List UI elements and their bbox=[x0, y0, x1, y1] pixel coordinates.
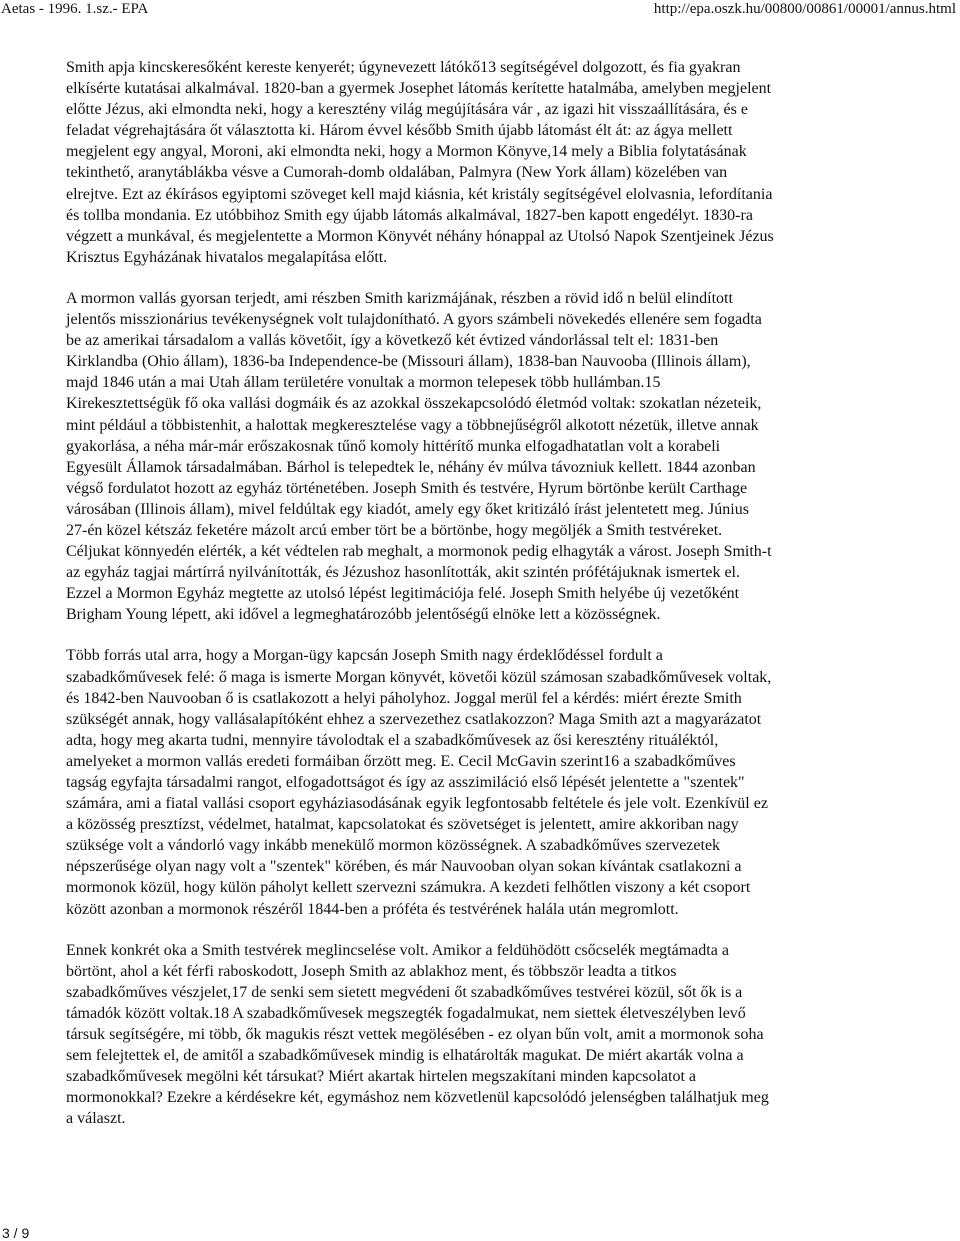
text-line: Brigham Young lépett, aki idővel a legmeghatározóbb jelentőségű elnöke lett a közösségnek. bbox=[66, 606, 661, 624]
text-line: támadók között voltak.18 A szabadkőművesek megszegték fogadalmukat, nem siettek életveszélyben levő bbox=[66, 1004, 746, 1022]
text-line: tekinthető, aranytáblákba vésve a Cumorah-domb oldalában, Palmyra (New York állam) közelében van bbox=[66, 164, 728, 182]
text-line: elkísérte kutatásai alkalmával. 1820-ban a gyermek Josephet látomás kerítette hatalmába, amelyben megjelent bbox=[66, 80, 772, 98]
text-line: Céljukat könnyedén elérték, a két védtelen rab meghalt, a mormonok pedig elhagyták a várost. Joseph Smith-t bbox=[66, 543, 772, 561]
text-line: az egyház tagjai mártírrá nyilvánították, és Jézushoz hasonlították, akit szintén prófétájuknak ismertek el. bbox=[66, 564, 740, 582]
text-line: szüksége volt a vándorló vagy inkább menekülő mormon közösségnek. A szabadkőműves szervezetek bbox=[66, 837, 721, 855]
text-line: Smith apja kincskeresőként kereste kenyerét; úgynevezett látókő13 segítségével dolgozott, és fia gyakran bbox=[66, 59, 741, 76]
paragraph bbox=[66, 57, 900, 268]
header-left-title: Aetas - 1996. 1.sz.- EPA bbox=[1, 1, 149, 17]
text-line: Egyesült Államok társadalmában. Bárhol is telepedtek le, néhány év múlva távozniuk kellett. 1844 azonban bbox=[66, 458, 756, 476]
text-line: sem felejtettek el, de amitől a szabadkőművesek mindig is elhatárolták magukat. De miért akarták volna a bbox=[66, 1047, 744, 1065]
text-line: mint például a többistenhit, a halottak megkeresztelése vagy a többnejűségről alkotott nézetük, illetve annak bbox=[66, 416, 759, 434]
text-line: mormonok közül, hogy külön páholyt kellett szervezni számukra. A kezdeti felhőtlen viszony a két csoport bbox=[66, 879, 751, 897]
text-line: A mormon vallás gyorsan terjedt, ami részben Smith karizmájának, részben a rövid idő n belül elindított bbox=[66, 289, 733, 307]
text-line: Több forrás utal arra, hogy a Morgan-ügy kapcsán Joseph Smith nagy érdeklődéssel fordult a bbox=[66, 647, 663, 665]
text-line: között azonban a mormonok részéről 1844-ben a próféta és testvérének halála után megromlott. bbox=[66, 900, 679, 918]
text-line: mormonokkal? Ezekre a kérdésekre két, egymáshoz nem közvetlenül kapcsolódó jelenségben találhatjuk meg bbox=[66, 1089, 769, 1107]
text-line: szükségét annak, hogy vallásalapítóként ehhez a szervezethez csatlakozzon? Maga Smith azt a magyarázatot bbox=[66, 710, 762, 728]
text-line: 27-én közel kétszáz feketére mázolt arcú ember tört be a börtönbe, hogy megöljék a Smith testvéreket. bbox=[66, 521, 723, 539]
text-line: és tollba mondania. Ez utóbbihoz Smith egy újabb látomás alkalmával, 1827-ben kapott engedélyt. 1830-ra bbox=[66, 206, 753, 224]
text-line: elrejtve. Ezt az ékírásos egyiptomi szöveget kell majd kiásnia, két kristály segítségével elolvasnia, lefordítania bbox=[66, 185, 773, 203]
text-line: szabadkőműves vészjelet,17 de senki sem sietett megvédeni őt szabadkőműves testvérei közül, sőt ők is a bbox=[66, 983, 743, 1001]
text-line: városában (Illinois állam), mivel feldúltak egy kiadót, amely egy őket kritizáló írást jelentetett meg. Június bbox=[66, 500, 749, 518]
text-line: végső fordulatot hozott az egyház történetében. Joseph Smith és testvére, Hyrum börtönbe került Carthage bbox=[66, 479, 748, 497]
text-line: társuk segítségére, mi több, ők magukis részt vettek megölésében - ez olyan bűn volt, amit a mormonok soha bbox=[66, 1026, 764, 1044]
text-line: Kirekesztettségük fő oka vallási dogmáik és az azokkal összekapcsolódó életmód voltak: szokatlan nézeteik, bbox=[66, 395, 762, 413]
text-line: börtönt, ahol a két férfi raboskodott, Joseph Smith az ablakhoz ment, és többször leadta a titkos bbox=[66, 962, 677, 980]
text-line: Kirklandba (Ohio állam), 1836-ba Independence-be (Missouri állam), 1838-ban Nauvooba (Illinois állam), bbox=[66, 353, 751, 371]
text-line: a közösség presztízst, védelmet, hatalmat, kapcsolatokat és szövetséget is jelentett, amire akkoriban nagy bbox=[66, 816, 739, 834]
article-body bbox=[66, 57, 900, 1150]
text-line: a választ. bbox=[66, 1110, 126, 1128]
header-url[interactable]: http://epa.oszk.hu/00800/00861/00001/annus.html bbox=[653, 1, 956, 17]
text-line: népszerűsége olyan nagy volt a "szentek" körében, és már Nauvooban olyan sokan kívántak csatlakozni a bbox=[66, 858, 742, 876]
text-line: végzett a munkával, és megjelentette a Mormon Könyvét néhány hónappal az Utolsó Napok Szentjeinek Jézus bbox=[66, 227, 774, 245]
text-line: Ezzel a Mormon Egyház megtette az utolsó lépést legitimációja felé. Joseph Smith helyébe új vezetőként bbox=[66, 585, 740, 603]
text-line: szabadkőművesek megölni két társukat? Miért akartak hirtelen megszakítani minden kapcsolatot a bbox=[66, 1068, 697, 1086]
paragraph bbox=[66, 645, 900, 919]
text-line: és 1842-ben Nauvooban ő is csatlakozott a helyi páholyhoz. Joggal merül fel a kérdés: miért érezte Smith bbox=[66, 689, 742, 707]
text-line: feladat végrehajtására őt választotta ki. Három évvel később Smith újabb látomást élt át: az ágya mellett bbox=[66, 122, 733, 140]
text-line: majd 1846 után a mai Utah állam területére vonultak a mormon telepesek több hullámban.15 bbox=[66, 374, 661, 392]
text-line: jelentős misszionárius tevékenységnek volt tulajdonítható. A gyors számbeli növekedés ellenére sem fogadta bbox=[66, 311, 762, 329]
text-line: Krisztus Egyházának hivatalos megalapítása előtt. bbox=[66, 248, 388, 266]
text-line: amelyeket a mormon vallás eredeti formáiban őrzött meg. E. Cecil McGavin szerint16 a szabadkőműves bbox=[66, 752, 736, 770]
text-line: előtte Jézus, aki elmondta neki, hogy a keresztény világ megújítására vár , az igazi hit visszaállítására, és e bbox=[66, 101, 748, 119]
page-number: 3 / 9 bbox=[2, 1225, 30, 1241]
text-line: tagság egyfajta társadalmi rangot, elfogadottságot és így az asszimiláció első lépését jelentette a "szentek" bbox=[66, 774, 745, 791]
text-line: be az amerikai társadalom a vallás követőit, így a következő két évtized vándorlással telt el: 1831-ben bbox=[66, 332, 719, 350]
paragraph bbox=[66, 940, 900, 1130]
text-line: számára, ami a fiatal vallási csoport egyháziasodásának egyik legfontosabb feltétele és jele volt. Ezenkívül ez bbox=[66, 795, 768, 813]
text-line: gyakorlása, a néha már-már erőszakosnak tűnő komoly hittérítő munka elfogadhatatlan volt a korabeli bbox=[66, 437, 721, 455]
text-line: adta, hogy meg akarta tudni, mennyire távolodtak el a szabadkőművesek az ősi keresztény rituáléktól, bbox=[66, 731, 719, 749]
text-line: megjelent egy angyal, Moroni, aki elmondta neki, hogy a Mormon Könyve,14 mely a Biblia folytatásának bbox=[66, 143, 747, 161]
text-line: szabadkőművesek felé: ő maga is ismerte Morgan könyvét, követői közül számosan szabadkőművesek voltak, bbox=[66, 668, 772, 686]
text-line: Ennek konkrét oka a Smith testvérek meglincselése volt. Amikor a feldühödött csőcselék megtámadta a bbox=[66, 941, 729, 959]
paragraph bbox=[66, 288, 900, 626]
